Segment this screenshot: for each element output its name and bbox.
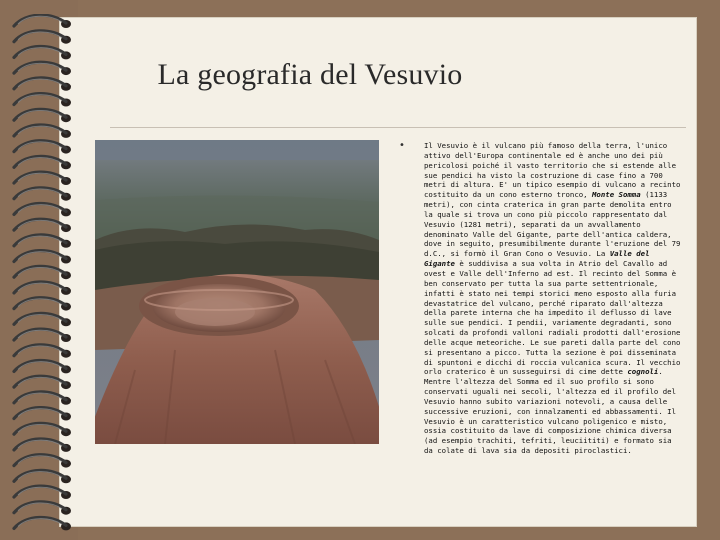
description-text: è suddivisa a sua volta in Atrio del Cavallo ad ovest e Valle dell'Inferno ad est. Il recinto del Somma è ben conservato per tutta la sua parte settentrionale, infatti è stato nei tempi storici meno esposto alla furia devastatrice del vulcano, perché riparato dall'altezza della parete interna che ha impedito il deflusso di lave sulle sue pendici. I pendii, variamente degradanti, sono solcati da profondi valloni radiali prodotti dall'erosione delle acque meteoriche. Le sue pareti dalla parte del cono si presentano a picco. Tutta la sezione è poi disseminata di spuntoni e dicchi di roccia vulcanica scura. Il vecchio orlo craterico è un susseguirsi di cime dette xyxy=(424,259,681,377)
binding-ring xyxy=(14,219,71,232)
binding-ring xyxy=(14,408,71,421)
vesuvius-crater-photo xyxy=(95,140,379,444)
binding-ring xyxy=(14,392,71,405)
monte-somma-term: Monte Somma xyxy=(592,190,641,200)
cognoli-term: cognoli xyxy=(627,367,659,377)
binding-ring xyxy=(14,94,71,107)
binding-ring xyxy=(14,109,71,122)
binding-ring xyxy=(14,188,71,201)
binding-ring xyxy=(14,282,71,295)
binding-ring xyxy=(14,486,71,499)
binding-ring xyxy=(14,266,71,279)
slide-title: La geografia del Vesuvio xyxy=(157,58,463,91)
binding-ring xyxy=(14,502,71,515)
vesuvius-description xyxy=(424,141,684,456)
binding-ring xyxy=(14,298,71,311)
bullet-marker: • xyxy=(399,140,405,151)
valle-del-gigante-term: Valle del Gigante xyxy=(424,249,650,269)
binding-ring xyxy=(14,141,71,154)
binding-ring xyxy=(14,360,71,373)
binding-ring xyxy=(14,125,71,138)
binding-ring xyxy=(14,31,71,44)
binding-ring xyxy=(14,423,71,436)
binding-ring xyxy=(14,15,71,28)
description-text: Il Vesuvio è il vulcano più famoso della terra, l'unico attivo dell'Europa continentale ed è anche uno dei più pericolosi poiché il vasto territorio che si estende alle sue pendici ha visto la costruzione di case fino a 700 metri di altura. E' un tipico esempio di vulcano a recinto costituito da un cono esterno tronco, xyxy=(424,141,681,200)
binding-ring xyxy=(14,345,71,358)
binding-ring xyxy=(14,203,71,216)
spiral-binding xyxy=(0,14,80,534)
description-text: . Mentre l'altezza del Somma ed il suo profilo si sono conservati uguali nei secoli, l'altezza ed il profilo del Vesuvio hanno subito variazioni notevoli, a causa delle successive eruzioni, con innalzamenti ed abbassamenti. Il Vesuvio è un caratteristico vulcano poligenico e misto, ossia costituito da lave di composizione chimica diversa (ad esempio trachiti, tefriti, leuciititi) e formato sia da colate di lava sia da depositi piroclastici. xyxy=(424,367,677,456)
binding-ring xyxy=(14,470,71,483)
binding-ring xyxy=(14,376,71,389)
description-text: (1133 metri), con cinta craterica in gran parte demolita entro la quale si trova un cono più piccolo rappresentato dal Vesuvio (1281 metri), separati da un avvallamento denominato Valle del Gigante, parte dell'antica caldera, dove in seguito, presumibilmente durante l'eruzione del 79 d.C., si formò il Gran Cono o Vesuvio. La xyxy=(424,190,681,259)
binding-ring xyxy=(14,172,71,185)
crater-photo-icon xyxy=(95,140,379,444)
binding-ring xyxy=(14,455,71,468)
binding-ring xyxy=(14,329,71,342)
binding-ring xyxy=(14,156,71,169)
binding-ring xyxy=(14,235,71,248)
binding-ring xyxy=(14,439,71,452)
binding-ring xyxy=(14,251,71,264)
title-divider xyxy=(110,127,686,128)
binding-ring xyxy=(14,313,71,326)
binding-ring xyxy=(14,517,71,530)
